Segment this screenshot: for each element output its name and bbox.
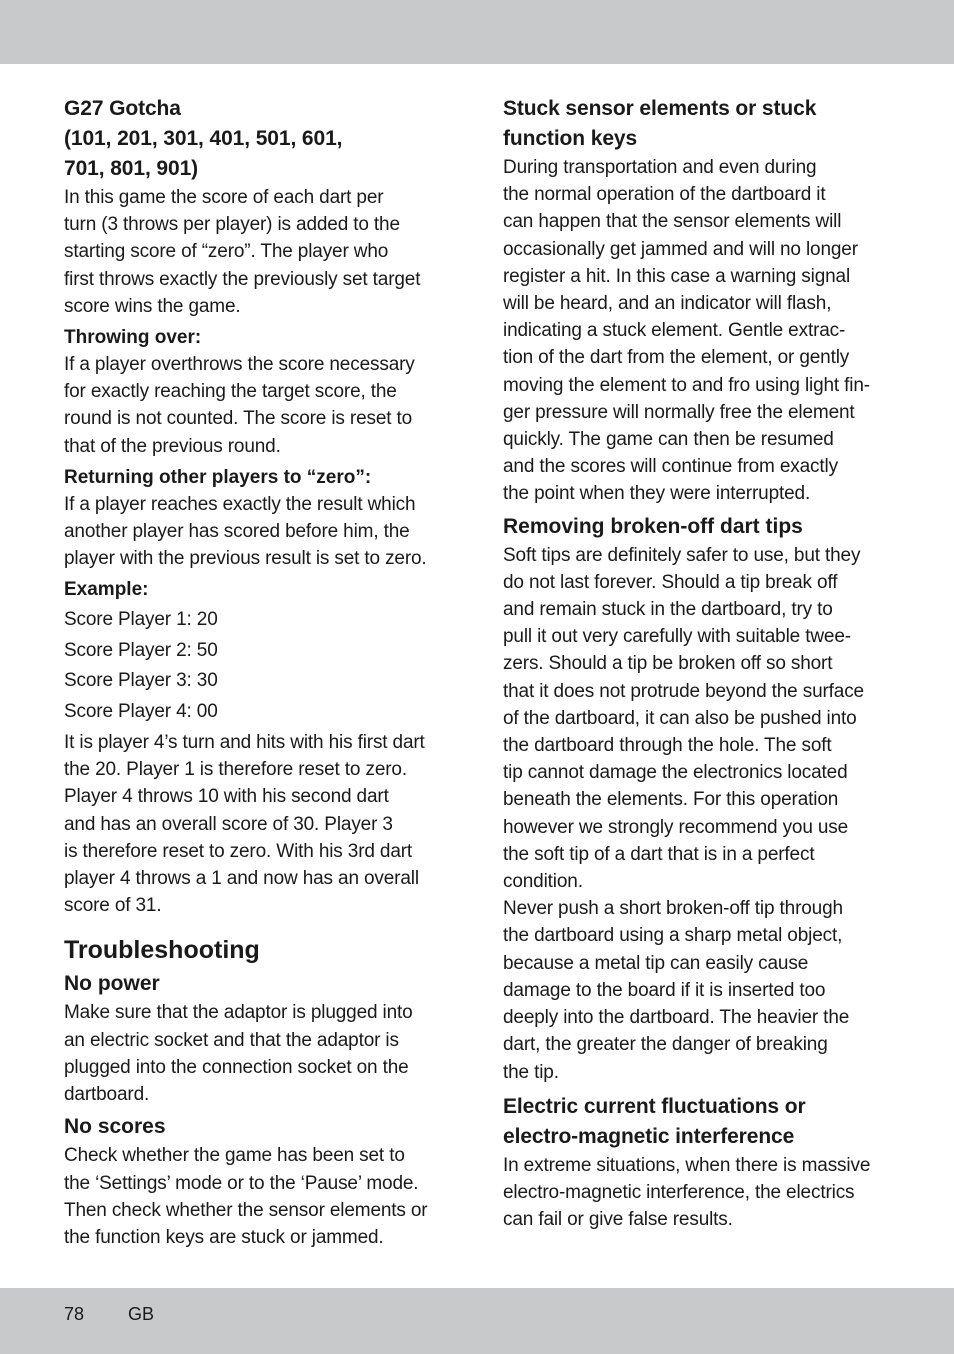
no-scores-heading: No scores [64, 1115, 166, 1139]
no-power-heading: No power [64, 972, 160, 996]
right-column [503, 94, 895, 1233]
returning-heading: Returning other players to “zero”: [64, 466, 372, 488]
no-scores-paragraph: Check whether the game has been set to the ‘Settings’ mode or to the ‘Pause’ mode. Then check whether the sensor elements or the function keys are stuck or jammed. [64, 1145, 428, 1248]
example-paragraph: It is player 4’s turn and hits with his first dart the 20. Player 1 is therefore reset to zero. Player 4 throws 10 with his second dart and has an overall score of 30. Player 3 is therefore reset to zero. With his 3rd dart player 4 throws a 1 and now has an overall score of 31. [64, 732, 425, 917]
list-item: Score Player 2: 50 [64, 639, 218, 661]
score-list [64, 605, 454, 727]
g27-intro-paragraph: In this game the score of each dart per turn (3 throws per player) is added to the starting score of “zero”. The player who first throws exactly the previously set target score wins the game. [64, 187, 421, 317]
throwing-over-heading: Throwing over: [64, 327, 202, 349]
left-column [64, 94, 454, 1251]
no-power-paragraph: Make sure that the adaptor is plugged into an electric socket and that the adaptor is plugged into the connection socket on the dartboard. [64, 1002, 413, 1106]
throwing-over-paragraph: If a player overthrows the score necessary for exactly reaching the target score, the round is not counted. The score is reset to that of the previous round. [64, 354, 415, 457]
broken-tips-paragraph: Soft tips are definitely safer to use, but they do not last forever. Should a tip break off and remain stuck in the dartboard, try to pull it out very carefully with suitable twee- zers. Should a tip be broken off so short that it does not protrude beyond the surface of the dartboard, it can also be pushed into the dartboard through the hole. The soft tip cannot damage the electronics located beneath the elements. For this operation however we strongly recommend you use the soft tip of a dart that is in a perfect condition. Never push a short broken-off tip through the dartboard using a sharp metal object, because a metal tip can easily cause damage to the board if it is inserted too deeply into the dartboard. The heavier the dart, the greater the danger of breaking the tip. [503, 544, 864, 1083]
list-item: Score Player 4: 00 [64, 700, 218, 722]
stuck-sensor-paragraph: During transportation and even during the normal operation of the dartboard it can happen that the sensor elements will occasionally get jammed and will no longer register a hit. In this case a warning signal will be heard, and an indicator will flash, indicating a stuck element. Gentle extrac- tion of the dart from the element, or gently moving the element to and fro using light fin- ger pressure will normally free the element quickly. The game can then be resumed and the scores will continue from exactly the point when they were interrupted. [503, 157, 870, 505]
electric-interference-heading: Electric current fluctuations or electro-magnetic interference [503, 1094, 806, 1148]
language-code: GB [128, 1304, 155, 1324]
g27-gotcha-heading: G27 Gotcha (101, 201, 301, 401, 501, 601, 701, 801, 901) [64, 97, 343, 180]
example-heading: Example: [64, 579, 149, 601]
page-number: 78 [64, 1304, 85, 1324]
broken-tips-heading: Removing broken-off dart tips [503, 514, 803, 538]
list-item: Score Player 1: 20 [64, 609, 218, 631]
header-band [0, 0, 954, 64]
troubleshooting-heading: Troubleshooting [64, 936, 260, 965]
list-item: Score Player 3: 30 [64, 670, 218, 692]
electric-interference-paragraph: In extreme situations, when there is massive electro-magnetic interference, the electrics can fail or give false results. [503, 1154, 871, 1231]
stuck-sensor-heading: Stuck sensor elements or stuck function keys [503, 97, 817, 150]
returning-paragraph: If a player reaches exactly the result which another player has scored before him, the player with the previous result is set to zero. [64, 493, 427, 570]
